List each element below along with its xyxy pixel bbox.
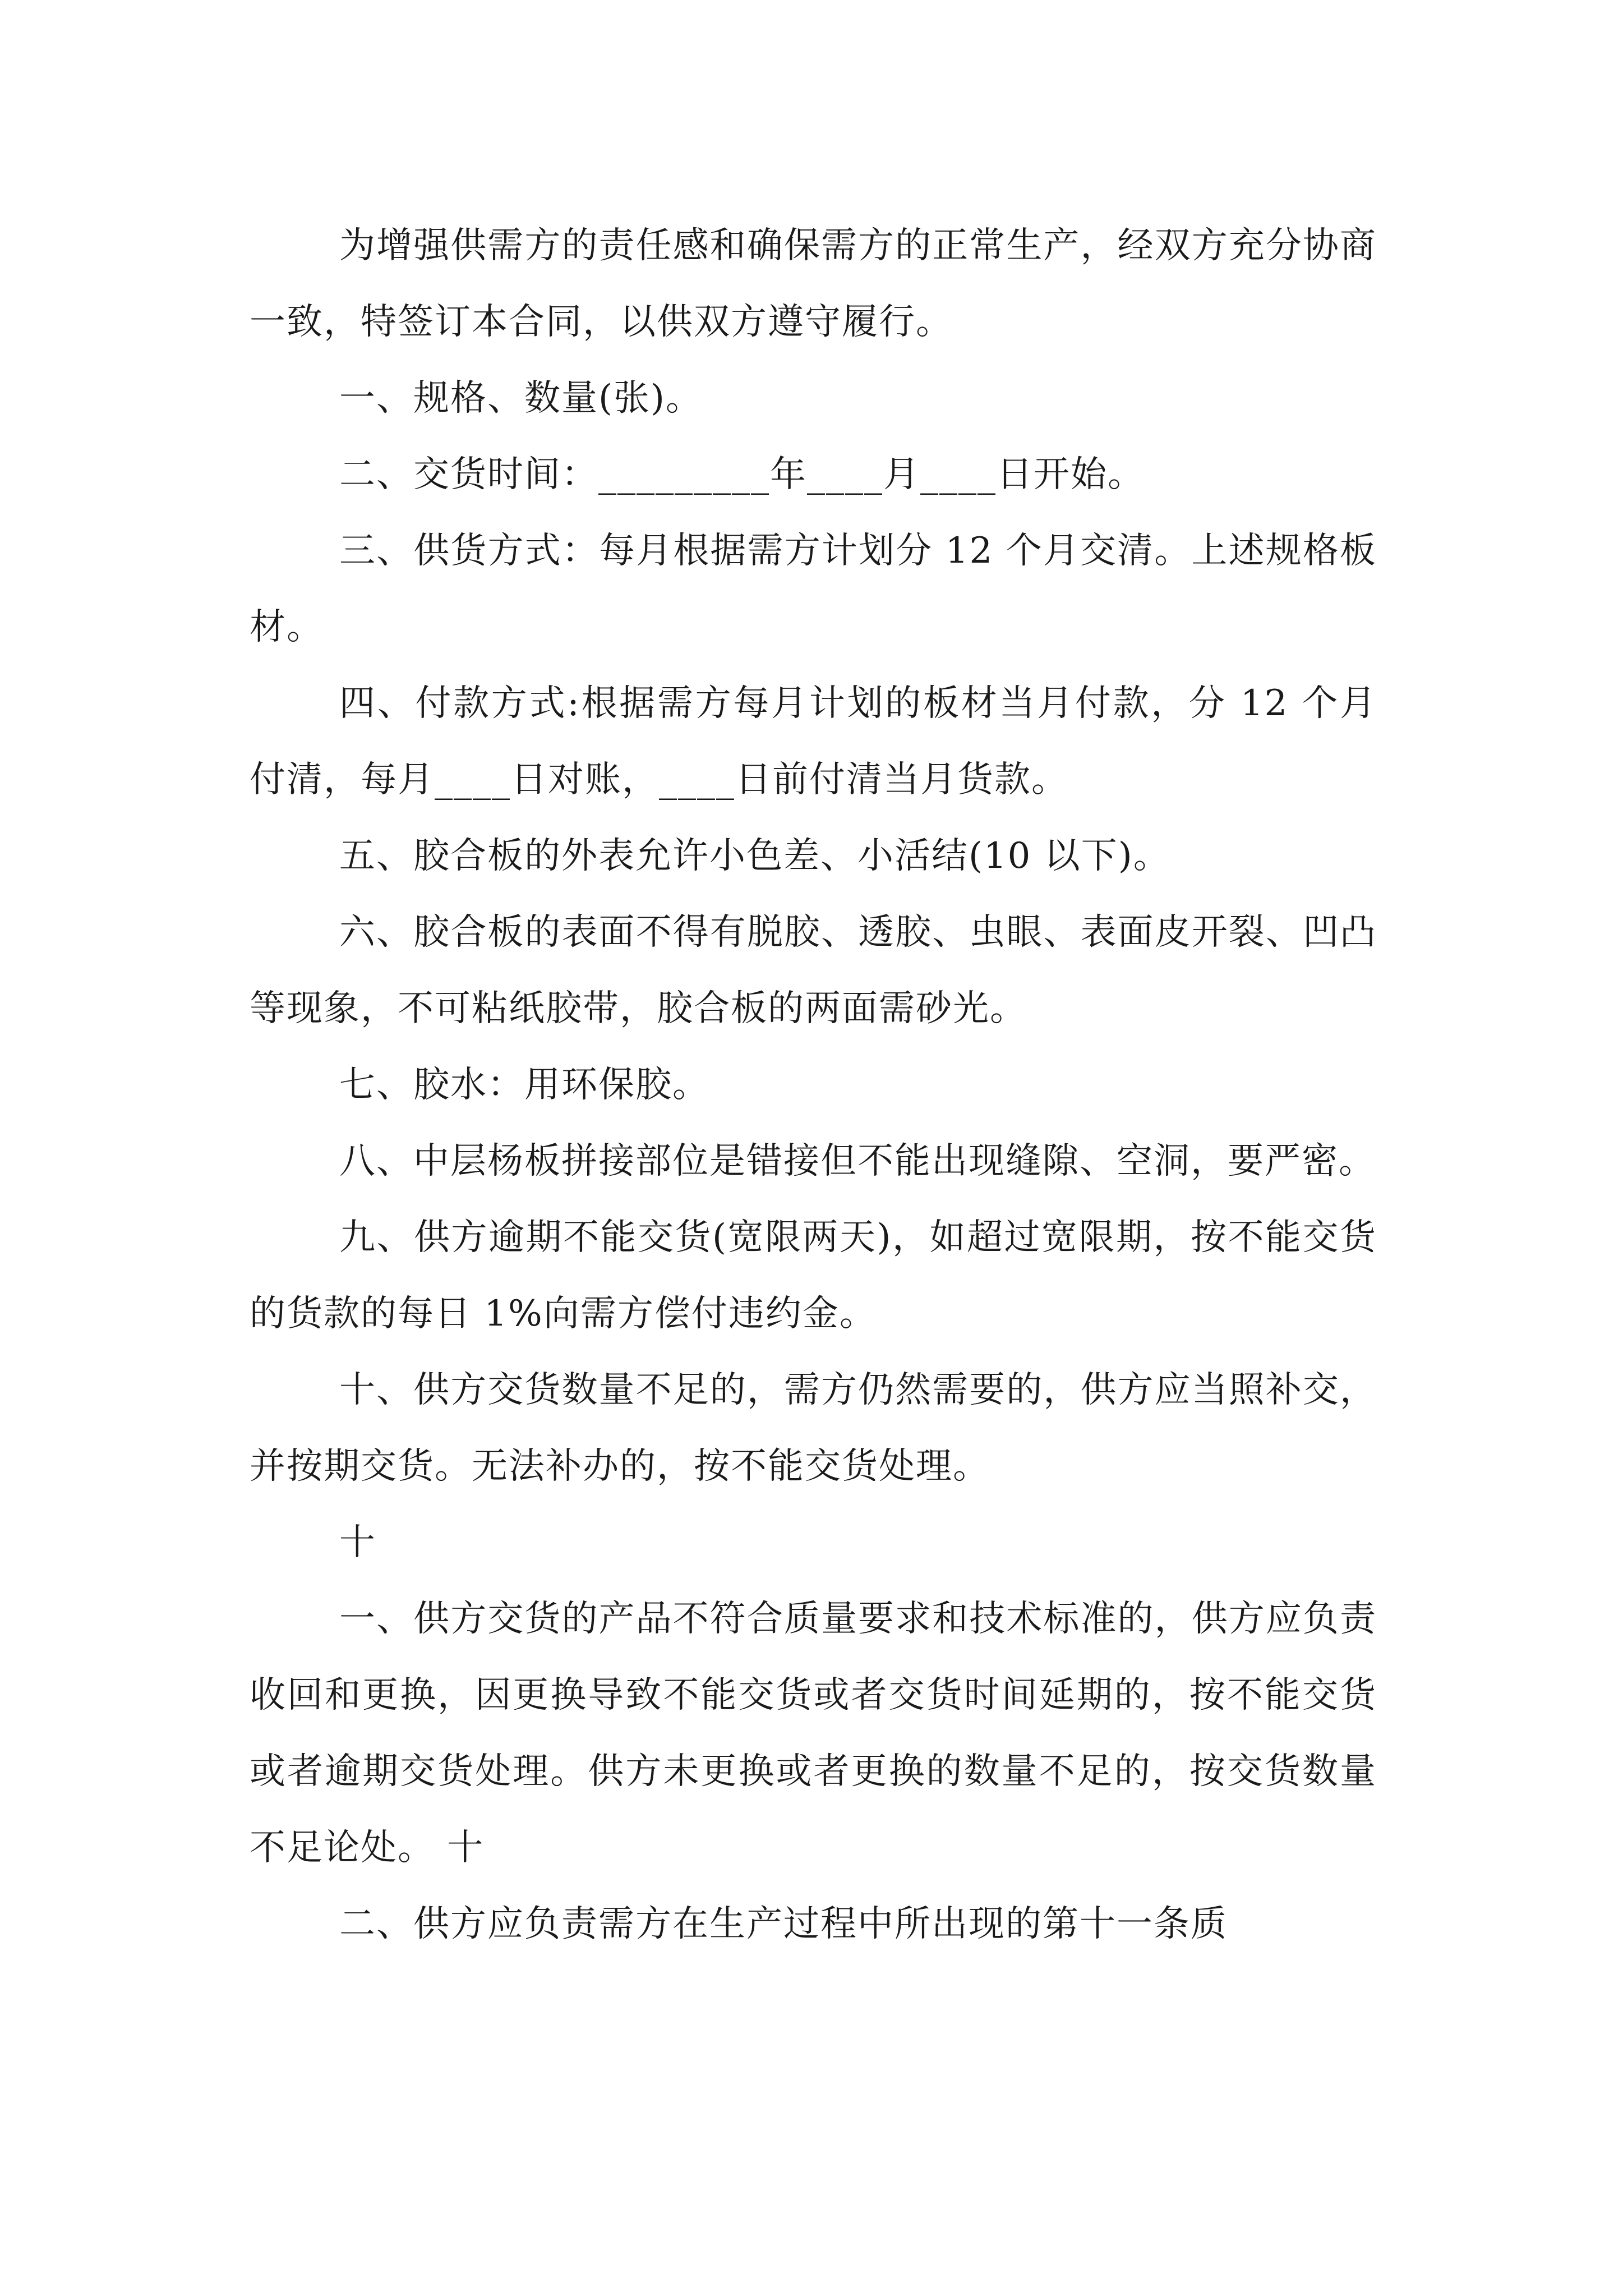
clause-6-surface-defects: 六、胶合板的表面不得有脱胶、透胶、虫眼、表面皮开裂、凹凸等现象，不可粘纸胶带，胶合板的两面需砂光。	[250, 912, 1377, 1029]
clause-5-appearance: 五、胶合板的外表允许小色差、小活结(10 以下)。	[339, 835, 1170, 877]
clause-1-specification: 一、规格、数量(张)。	[339, 378, 703, 419]
clause-12-production-quality: 二、供方应负责需方在生产过程中所出现的第十一条质	[339, 1903, 1228, 1945]
paragraph-intro: 为增强供需方的责任感和确保需方的正常生产，经双方充分协商一致，特签订本合同，以供双方遵守履行。	[250, 225, 1377, 343]
clause-7-glue: 七、胶水：用环保胶。	[339, 1064, 709, 1106]
clause-8-core-joint: 八、中层杨板拼接部位是错接但不能出现缝隙、空洞，要严密。	[339, 1140, 1376, 1182]
clause-4-payment-method: 四、付款方式:根据需方每月计划的板材当月付款，分 12 个月付清，每月____日对账，____日前付清当月货款。	[250, 683, 1377, 800]
clause-10-short-delivery: 十、供方交货数量不足的，需方仍然需要的，供方应当照补交，并按期交货。无法补办的，按不能交货处理。	[250, 1369, 1377, 1487]
document-body	[250, 208, 1377, 1962]
clause-11-quality: 一、供方交货的产品不符合质量要求和技术标准的，供方应负责收回和更换，因更换导致不能交货或者交货时间延期的，按不能交货或者逾期交货处理。供方未更换或者更换的数量不足的，按交货数量不足论处。 十	[250, 1598, 1377, 1869]
clause-11-heading: 十	[339, 1522, 376, 1563]
clause-3-supply-method: 三、供货方式：每月根据需方计划分 12 个月交清。上述规格板材。	[250, 530, 1377, 648]
clause-9-late-delivery: 九、供方逾期不能交货(宽限两天)，如超过宽限期，按不能交货的货款的每日 1%向需方偿付违约金。	[250, 1217, 1377, 1335]
clause-2-delivery-time: 二、交货时间：_________年____月____日开始。	[339, 454, 1145, 495]
